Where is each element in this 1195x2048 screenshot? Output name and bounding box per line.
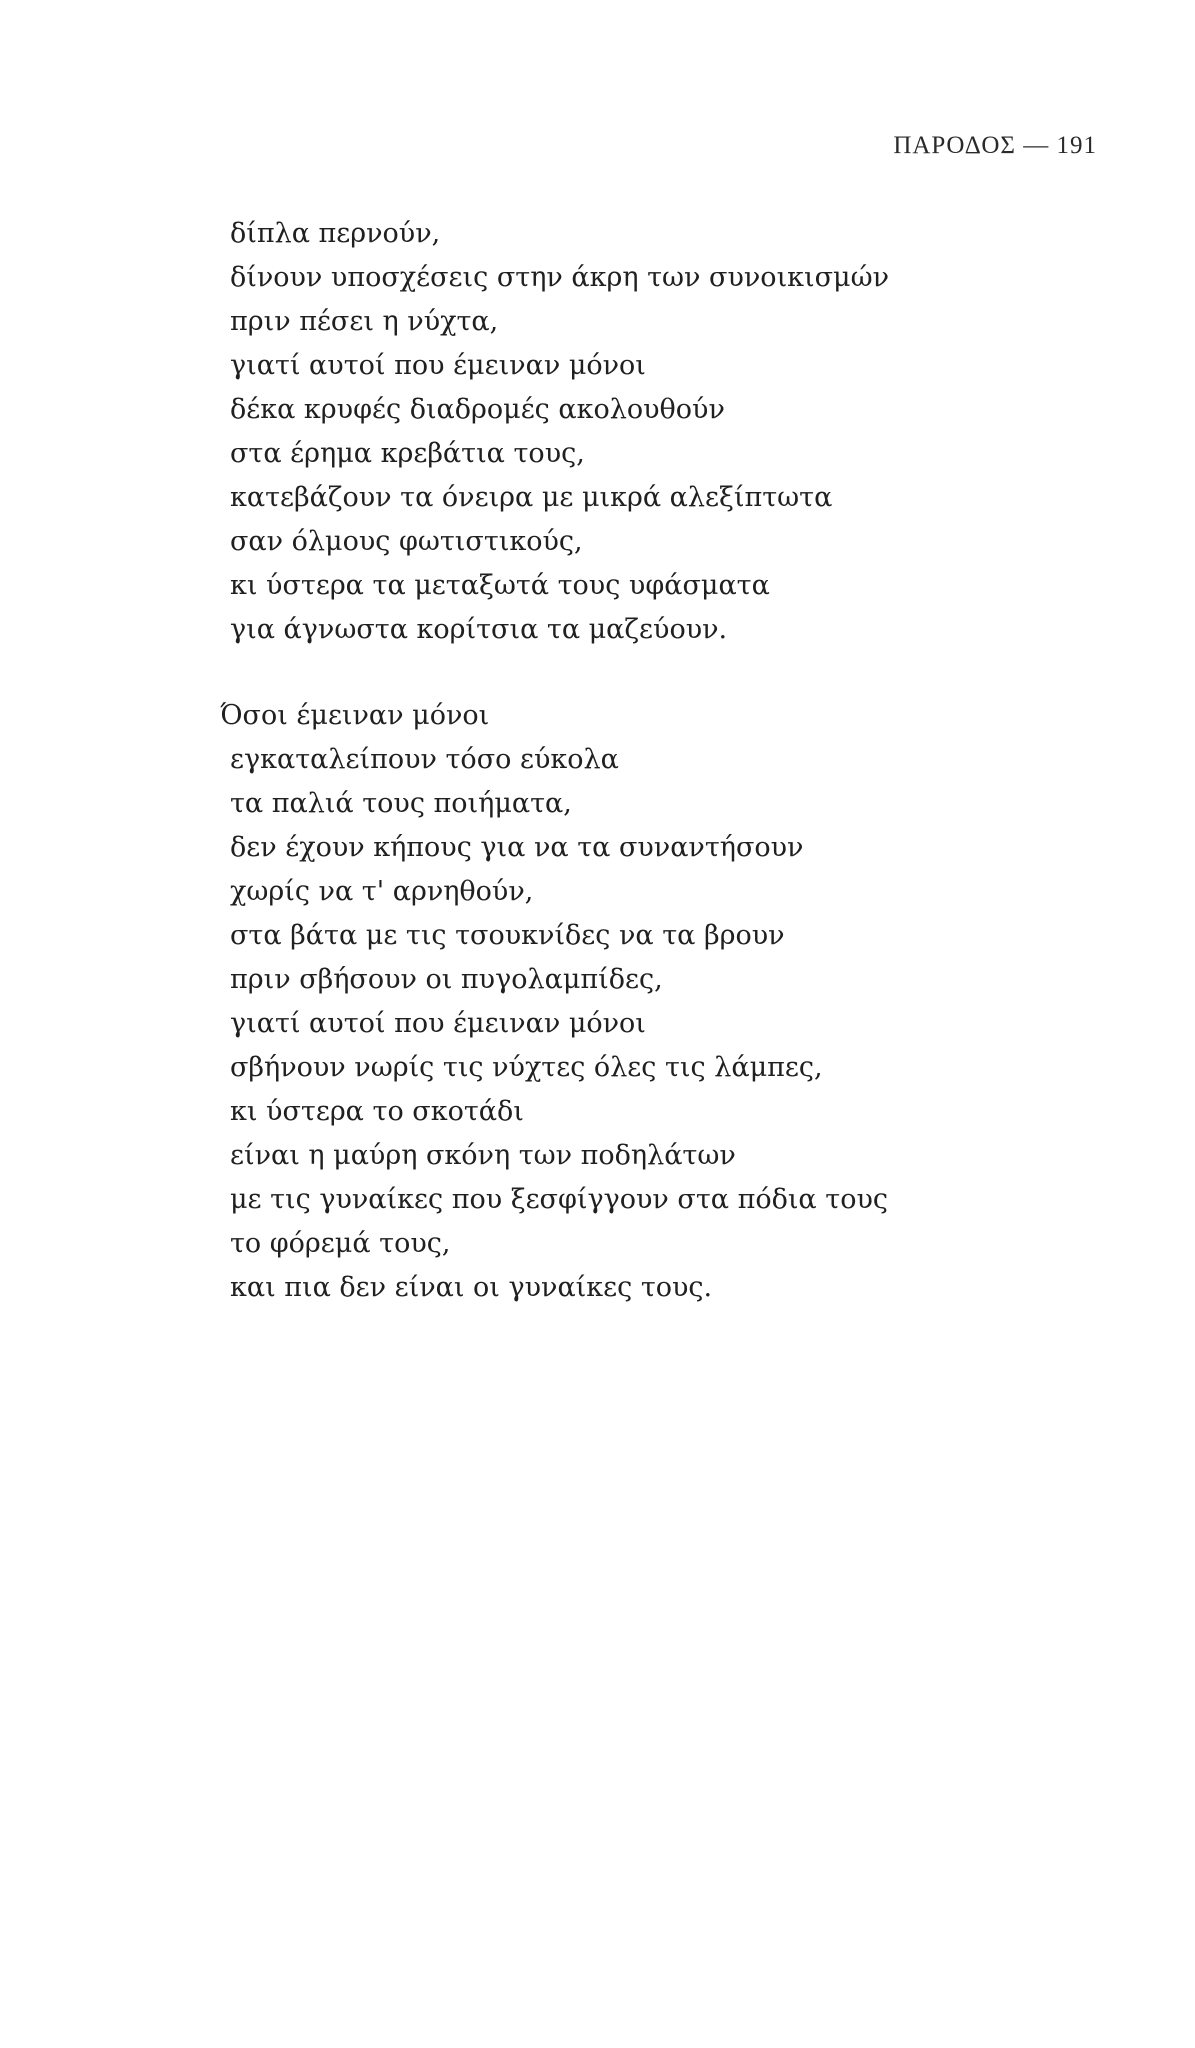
poem-line: στα βάτα με τις τσουκνίδες να τα βρουν	[230, 920, 785, 951]
poem-line: δεν έχουν κήπους για να τα συναντήσουν	[230, 832, 804, 863]
poem-line: το φόρεμά τους,	[230, 1228, 451, 1259]
poem-line: δέκα κρυφές διαδρομές ακολουθούν	[230, 394, 725, 425]
poem-line: σαν όλμους φωτιστικούς,	[230, 526, 583, 557]
poem-line: χωρίς να τ' αρνηθούν,	[230, 876, 534, 907]
poem-line: Όσοι έμειναν μόνοι	[220, 700, 490, 731]
poem-line: για άγνωστα κορίτσια τα μαζεύουν.	[230, 614, 728, 645]
poem	[220, 212, 1130, 1310]
stanza-1	[230, 212, 1130, 652]
poem-line: γιατί αυτοί που έμειναν μόνοι	[230, 1008, 646, 1039]
poem-line: δίπλα περνούν,	[230, 218, 441, 249]
poem-line: στα έρημα κρεβάτια τους,	[230, 438, 585, 469]
poem-line: είναι η μαύρη σκόνη των ποδηλάτων	[230, 1140, 736, 1171]
poem-line: τα παλιά τους ποιήματα,	[230, 788, 572, 819]
running-header: ΠΑΡΟΔΟΣ — 191	[893, 132, 1097, 159]
poem-line: κι ύστερα τα μεταξωτά τους υφάσματα	[230, 570, 770, 601]
poem-line: με τις γυναίκες που ξεσφίγγουν στα πόδια τους	[230, 1184, 888, 1215]
poem-line: πριν σβήσουν οι πυγολαμπίδες,	[230, 964, 663, 995]
poem-line: σβήνουν νωρίς τις νύχτες όλες τις λάμπες,	[230, 1052, 823, 1083]
poem-line: γιατί αυτοί που έμειναν μόνοι	[230, 350, 646, 381]
poem-line: εγκαταλείπουν τόσο εύκολα	[230, 744, 619, 775]
poem-line: κι ύστερα το σκοτάδι	[230, 1096, 524, 1127]
poem-line: και πια δεν είναι οι γυναίκες τους.	[230, 1272, 713, 1303]
poem-line: πριν πέσει η νύχτα,	[230, 306, 499, 337]
poem-line: δίνουν υποσχέσεις στην άκρη των συνοικισμών	[230, 262, 890, 293]
poem-line: κατεβάζουν τα όνειρα με μικρά αλεξίπτωτα	[230, 482, 833, 513]
stanza-2	[220, 694, 1130, 1310]
